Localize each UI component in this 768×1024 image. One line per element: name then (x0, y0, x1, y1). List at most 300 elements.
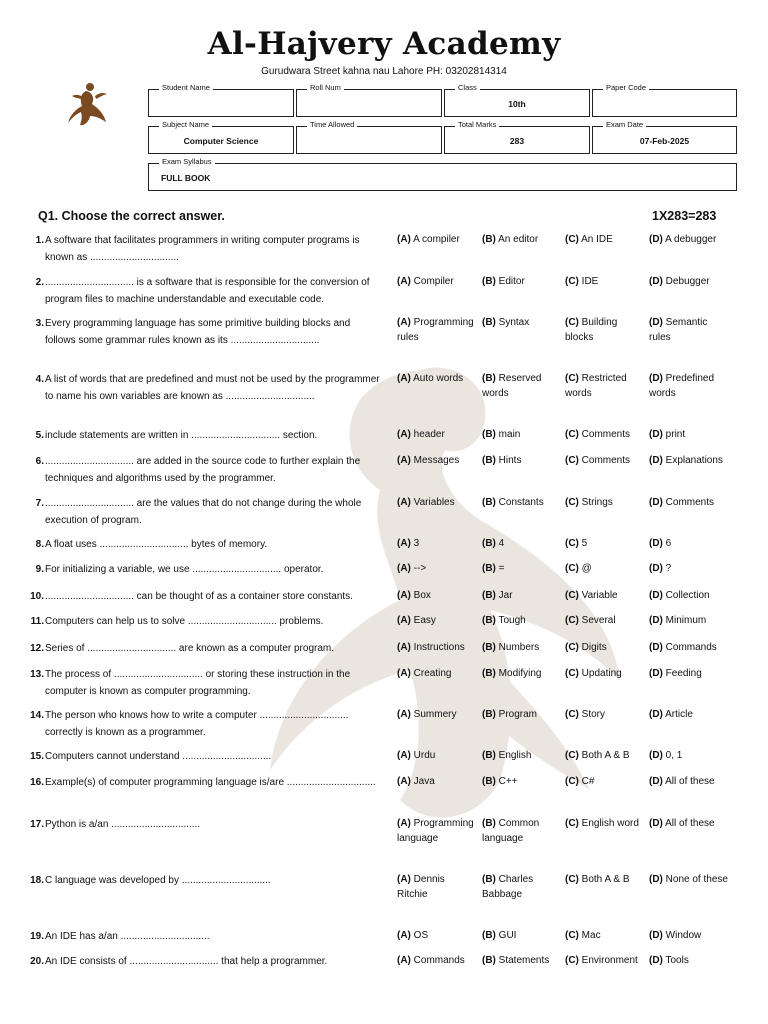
option-d[interactable] (649, 232, 729, 247)
option-letter: (B) (482, 455, 496, 466)
section-marks: 1X283=283 (652, 209, 717, 223)
academy-title: Al-Hajvery Academy (207, 26, 561, 62)
option-b[interactable] (482, 774, 560, 789)
question-text: The process of ................................ or storing these instruction in the computer is known as computer programming. (45, 669, 351, 697)
option-letter: (C) (565, 276, 579, 287)
option-b[interactable] (482, 640, 560, 655)
question-text: ................................ is a software that is responsible for the conversion of program files to machine understandable and executable code. (45, 277, 370, 305)
question-text: For initializing a variable, we use ................................ operator. (45, 564, 324, 575)
exam-syllabus-field[interactable] (148, 157, 737, 191)
option-text: Numbers (498, 642, 540, 653)
option-a[interactable] (397, 640, 475, 655)
option-text: Commands (413, 955, 465, 966)
option-text: Both A & B (581, 874, 630, 885)
option-letter: (D) (649, 373, 663, 384)
option-letter: (D) (649, 709, 663, 720)
option-b[interactable] (482, 588, 560, 603)
option-b[interactable] (482, 953, 560, 968)
exam-date-field[interactable] (592, 120, 737, 154)
option-letter: (D) (649, 668, 663, 679)
option-letter: (D) (649, 750, 663, 761)
class-field[interactable] (444, 83, 590, 117)
option-a[interactable] (397, 536, 475, 551)
option-letter: (C) (565, 818, 579, 829)
option-letter: (B) (482, 497, 496, 508)
option-d[interactable] (649, 928, 729, 943)
option-c[interactable] (565, 928, 645, 943)
option-c[interactable] (565, 315, 645, 345)
option-letter: (C) (565, 590, 579, 601)
option-a[interactable] (397, 453, 475, 468)
field-value: 10th (508, 99, 526, 109)
option-text: IDE (581, 276, 599, 287)
option-a[interactable] (397, 774, 475, 789)
option-letter: (B) (482, 234, 496, 245)
option-text: All of these (665, 776, 715, 787)
option-d[interactable] (649, 274, 729, 289)
option-text: An editor (498, 234, 539, 245)
option-text: Both A & B (581, 750, 630, 761)
option-text: Urdu (413, 750, 436, 761)
option-d[interactable] (649, 427, 729, 442)
option-d[interactable] (649, 774, 729, 789)
option-text: An IDE (581, 234, 613, 245)
option-c[interactable] (565, 953, 645, 968)
option-letter: (A) (397, 497, 411, 508)
option-b[interactable] (482, 315, 560, 330)
question-text: C language was developed by ................................ (45, 875, 271, 886)
option-text: Mac (581, 930, 601, 941)
option-letter: (C) (565, 615, 579, 626)
option-letter: (D) (649, 317, 663, 328)
option-text: Creating (413, 668, 452, 679)
option-c[interactable] (565, 561, 645, 576)
option-c[interactable] (565, 816, 645, 831)
option-c[interactable] (565, 613, 645, 628)
option-b[interactable] (482, 872, 560, 902)
option-letter: (A) (397, 234, 411, 245)
option-c[interactable] (565, 371, 645, 401)
option-text: Modifying (498, 668, 542, 679)
option-b[interactable] (482, 816, 560, 846)
option-letter: (C) (565, 455, 579, 466)
option-text: print (665, 429, 686, 440)
option-c[interactable] (565, 666, 645, 681)
option-text: Commands (665, 642, 717, 653)
option-text: Hints (498, 455, 522, 466)
question-number: 11. (30, 616, 44, 627)
option-b[interactable] (482, 613, 560, 628)
option-letter: (B) (482, 590, 496, 601)
option-letter: (C) (565, 497, 579, 508)
option-letter: (D) (649, 615, 663, 626)
field-value: 07-Feb-2025 (639, 136, 690, 146)
option-text: Comments (581, 455, 631, 466)
option-d[interactable] (649, 561, 729, 576)
option-text: Easy (413, 615, 436, 626)
question-number: 5. (35, 430, 44, 441)
option-letter: (A) (397, 276, 411, 287)
option-a[interactable] (397, 666, 475, 681)
option-text: Predefined words (649, 373, 715, 399)
option-text: C++ (498, 776, 518, 787)
option-letter: (C) (565, 373, 579, 384)
option-letter: (B) (482, 930, 496, 941)
option-text: C# (581, 776, 595, 787)
option-d[interactable] (649, 588, 729, 603)
question-text: Computers cannot understand ................................ (45, 751, 272, 762)
option-letter: (A) (397, 709, 411, 720)
option-text: Messages (413, 455, 460, 466)
field-label: Student Name (159, 83, 213, 93)
option-letter: (C) (565, 317, 579, 328)
option-letter: (A) (397, 818, 411, 829)
option-letter: (C) (565, 709, 579, 720)
field-label: Subject Name (159, 120, 212, 130)
option-text: @ (581, 563, 592, 574)
option-a[interactable] (397, 495, 475, 510)
option-letter: (B) (482, 709, 496, 720)
option-letter: (B) (482, 642, 496, 653)
option-letter: (D) (649, 930, 663, 941)
option-letter: (D) (649, 776, 663, 787)
option-b[interactable] (482, 495, 560, 510)
option-letter: (C) (565, 874, 579, 885)
option-text: 4 (498, 538, 505, 549)
question-number: 20. (30, 956, 44, 967)
option-c[interactable] (565, 774, 645, 789)
option-text: 5 (581, 538, 588, 549)
option-text: Tough (498, 615, 526, 626)
section-heading: Q1. Choose the correct answer. (38, 209, 225, 223)
option-c[interactable] (565, 588, 645, 603)
option-letter: (B) (482, 750, 496, 761)
option-a[interactable] (397, 707, 475, 722)
question-number: 19. (30, 931, 44, 942)
option-b[interactable] (482, 748, 560, 763)
option-b[interactable] (482, 232, 560, 247)
option-letter: (C) (565, 429, 579, 440)
option-b[interactable] (482, 453, 560, 468)
option-letter: (B) (482, 563, 496, 574)
option-b[interactable] (482, 427, 560, 442)
question-text: Example(s) of computer programming language is/are ................................ (45, 777, 376, 788)
option-a[interactable] (397, 613, 475, 628)
option-text: All of these (665, 818, 715, 829)
option-a[interactable] (397, 872, 475, 902)
option-text: Charles Babbage (482, 874, 534, 900)
question-number: 13. (30, 669, 44, 680)
option-c[interactable] (565, 748, 645, 763)
option-a[interactable] (397, 928, 475, 943)
option-letter: (B) (482, 955, 496, 966)
option-c[interactable] (565, 707, 645, 722)
option-c[interactable] (565, 872, 645, 887)
question-text: ................................ are the values that do not change during the whole execution of program. (45, 498, 362, 526)
option-text: Strings (581, 497, 613, 508)
option-text: Explanations (665, 455, 723, 466)
option-letter: (A) (397, 955, 411, 966)
option-c[interactable] (565, 453, 645, 468)
option-d[interactable] (649, 495, 729, 510)
option-d[interactable] (649, 315, 729, 345)
option-text: Semantic rules (649, 317, 708, 343)
option-b[interactable] (482, 536, 560, 551)
option-text: Restricted words (565, 373, 627, 399)
question-text: Computers can help us to solve ................................ problems. (45, 616, 324, 627)
field-value: FULL BOOK (161, 173, 211, 183)
option-letter: (A) (397, 642, 411, 653)
option-letter: (A) (397, 373, 411, 384)
option-text: 3 (413, 538, 420, 549)
option-a[interactable] (397, 371, 475, 386)
option-text: Programming language (397, 818, 474, 844)
option-a[interactable] (397, 232, 475, 247)
option-text: Reserved words (482, 373, 542, 399)
option-letter: (A) (397, 563, 411, 574)
option-text: ? (665, 563, 672, 574)
option-letter: (C) (565, 930, 579, 941)
question-text: An IDE consists of ................................ that help a programmer. (45, 956, 328, 967)
option-letter: (A) (397, 538, 411, 549)
question-text: Every programming language has some primitive building blocks and follows some grammar rules known as its ................................ (45, 318, 351, 346)
option-text: --> (413, 563, 427, 574)
option-letter: (A) (397, 317, 411, 328)
option-b[interactable] (482, 928, 560, 943)
option-text: Instructions (413, 642, 465, 653)
option-d[interactable] (649, 816, 729, 831)
question-number: 7. (35, 498, 44, 509)
option-letter: (D) (649, 642, 663, 653)
question-number: 8. (35, 539, 44, 550)
option-letter: (D) (649, 455, 663, 466)
option-letter: (D) (649, 276, 663, 287)
option-d[interactable] (649, 953, 729, 968)
question-number: 10. (30, 591, 44, 602)
question-number: 12. (30, 643, 44, 654)
option-b[interactable] (482, 274, 560, 289)
field-label: Exam Date (603, 120, 646, 130)
option-d[interactable] (649, 748, 729, 763)
option-text: English word (581, 818, 639, 829)
option-a[interactable] (397, 953, 475, 968)
option-letter: (A) (397, 429, 411, 440)
option-text: Auto words (413, 373, 464, 384)
option-letter: (D) (649, 590, 663, 601)
question-number: 15. (30, 751, 44, 762)
option-text: Digits (581, 642, 607, 653)
option-d[interactable] (649, 872, 729, 887)
question-number: 1. (35, 235, 44, 246)
option-text: Collection (665, 590, 710, 601)
option-a[interactable] (397, 427, 475, 442)
question-number: 6. (35, 456, 44, 467)
option-text: A compiler (413, 234, 460, 245)
option-letter: (D) (649, 538, 663, 549)
option-letter: (A) (397, 750, 411, 761)
option-text: GUI (498, 930, 517, 941)
option-text: Editor (498, 276, 525, 287)
option-letter: (A) (397, 615, 411, 626)
option-text: OS (413, 930, 429, 941)
option-b[interactable] (482, 561, 560, 576)
option-letter: (B) (482, 818, 496, 829)
roll-num-field[interactable] (296, 83, 442, 117)
question-number: 9. (35, 564, 44, 575)
option-text: Program (498, 709, 538, 720)
option-text: English (498, 750, 532, 761)
option-letter: (B) (482, 538, 496, 549)
option-letter: (B) (482, 317, 496, 328)
option-letter: (D) (649, 429, 663, 440)
option-letter: (C) (565, 750, 579, 761)
student-name-field[interactable] (148, 83, 294, 117)
option-text: Several (581, 615, 616, 626)
option-text: Article (665, 709, 693, 720)
option-letter: (A) (397, 874, 411, 885)
option-letter: (D) (649, 955, 663, 966)
option-d[interactable] (649, 640, 729, 655)
option-a[interactable] (397, 274, 475, 289)
option-text: Building blocks (565, 317, 618, 343)
question-number: 2. (35, 277, 44, 288)
option-d[interactable] (649, 707, 729, 722)
option-d[interactable] (649, 371, 729, 401)
question-text: include statements are written in ................................ section. (45, 430, 318, 441)
option-letter: (C) (565, 234, 579, 245)
question-text: ................................ are added in the source code to further explain the techniques and algorithms used by the programmer. (45, 456, 361, 484)
option-letter: (C) (565, 538, 579, 549)
option-text: header (413, 429, 445, 440)
option-c[interactable] (565, 640, 645, 655)
option-letter: (C) (565, 563, 579, 574)
option-text: Box (413, 590, 431, 601)
option-text: Updating (581, 668, 622, 679)
field-label: Roll Num (307, 83, 344, 93)
subject-name-field[interactable] (148, 120, 294, 154)
option-text: Syntax (498, 317, 530, 328)
field-label: Time Allowed (307, 120, 357, 130)
option-a[interactable] (397, 315, 475, 345)
question-number: 17. (30, 819, 44, 830)
option-text: Statements (498, 955, 550, 966)
option-text: Summery (413, 709, 457, 720)
question-number: 3. (35, 318, 44, 329)
option-text: Tools (665, 955, 689, 966)
option-letter: (B) (482, 874, 496, 885)
time-allowed-field[interactable] (296, 120, 442, 154)
option-c[interactable] (565, 232, 645, 247)
option-letter: (A) (397, 668, 411, 679)
dervish-logo-icon (62, 78, 112, 128)
option-c[interactable] (565, 495, 645, 510)
option-letter: (A) (397, 590, 411, 601)
paper-code-field[interactable] (592, 83, 737, 117)
option-a[interactable] (397, 748, 475, 763)
option-letter: (A) (397, 455, 411, 466)
option-letter: (A) (397, 776, 411, 787)
option-b[interactable] (482, 371, 560, 401)
option-letter: (C) (565, 668, 579, 679)
option-text: 0, 1 (665, 750, 683, 761)
field-value: 283 (509, 136, 525, 146)
option-text: Feeding (665, 668, 702, 679)
question-text: A software that facilitates programmers in writing computer programs is known as ................................ (45, 235, 360, 263)
option-text: main (498, 429, 521, 440)
option-text: Minimum (665, 615, 707, 626)
option-d[interactable] (649, 613, 729, 628)
option-text: Variable (581, 590, 618, 601)
total-marks-field[interactable] (444, 120, 590, 154)
option-letter: (D) (649, 563, 663, 574)
option-a[interactable] (397, 816, 475, 846)
option-text: None of these (665, 874, 728, 885)
question-number: 18. (30, 875, 44, 886)
question-text: An IDE has a/an ................................ (45, 931, 210, 942)
option-text: Debugger (665, 276, 710, 287)
option-letter: (D) (649, 234, 663, 245)
option-text: Comments (581, 429, 631, 440)
option-b[interactable] (482, 666, 560, 681)
option-text: Comments (665, 497, 715, 508)
option-d[interactable] (649, 453, 729, 468)
option-d[interactable] (649, 666, 729, 681)
academy-address: Gurudwara Street kahna nau Lahore PH: 03202814314 (261, 66, 507, 77)
option-letter: (B) (482, 429, 496, 440)
option-a[interactable] (397, 561, 475, 576)
option-letter: (B) (482, 776, 496, 787)
option-letter: (C) (565, 642, 579, 653)
option-text: Window (665, 930, 702, 941)
field-label: Paper Code (603, 83, 649, 93)
option-text: Environment (581, 955, 638, 966)
option-text: Common language (482, 818, 540, 844)
question-text: Python is a/an ................................ (45, 819, 201, 830)
question-text: The person who knows how to write a computer ................................ correctly is known as a programmer. (45, 710, 349, 738)
option-text: Constants (498, 497, 544, 508)
option-text: Programming rules (397, 317, 474, 343)
option-letter: (D) (649, 818, 663, 829)
field-label: Total Marks (455, 120, 499, 130)
option-c[interactable] (565, 274, 645, 289)
option-c[interactable] (565, 427, 645, 442)
option-text: Variables (413, 497, 455, 508)
question-text: Series of ................................ are known as a computer program. (45, 643, 334, 654)
option-letter: (B) (482, 615, 496, 626)
option-text: Java (413, 776, 435, 787)
option-b[interactable] (482, 707, 560, 722)
option-text: Jar (498, 590, 513, 601)
option-letter: (C) (565, 776, 579, 787)
option-c[interactable] (565, 536, 645, 551)
question-text: A float uses ................................ bytes of memory. (45, 539, 268, 550)
option-text: 6 (665, 538, 672, 549)
option-letter: (C) (565, 955, 579, 966)
option-text: A debugger (665, 234, 717, 245)
option-text: Dennis Ritchie (397, 874, 445, 900)
option-letter: (B) (482, 373, 496, 384)
option-text: Compiler (413, 276, 454, 287)
option-a[interactable] (397, 588, 475, 603)
question-number: 14. (30, 710, 44, 721)
field-label: Class (455, 83, 480, 93)
option-letter: (A) (397, 930, 411, 941)
question-text: ................................ can be thought of as a container store constants. (45, 591, 353, 602)
question-text: A list of words that are predefined and must not be used by the programmer to name his own variables are known as ................................ (45, 374, 380, 402)
option-d[interactable] (649, 536, 729, 551)
option-text: Story (581, 709, 606, 720)
option-letter: (D) (649, 497, 663, 508)
